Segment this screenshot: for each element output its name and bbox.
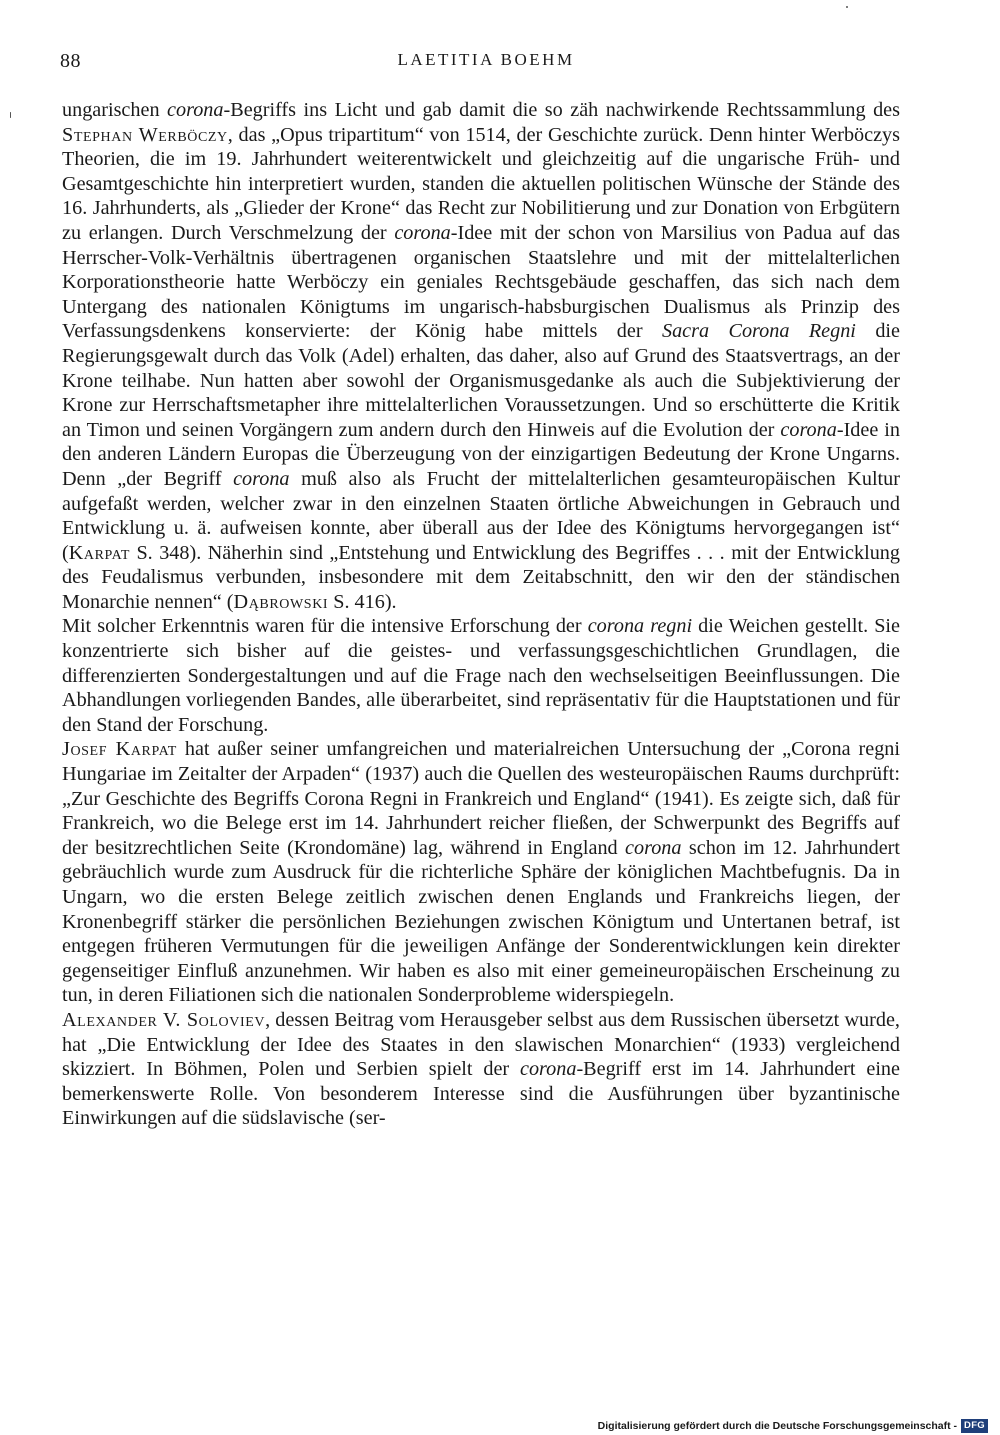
author-name: Stephan Werböczy	[62, 123, 228, 146]
page-header	[60, 50, 912, 78]
paragraph-3	[62, 737, 900, 1008]
author-name: Karpat	[68, 541, 130, 564]
italic-term: corona	[394, 221, 451, 244]
italic-term: corona	[625, 836, 682, 859]
body-text	[62, 98, 900, 1131]
italic-term: corona	[233, 467, 290, 490]
text-run: , dessen Beitrag vom Herausgeber selbst aus dem Russischen übersetzt wurde, hat „Die Entwicklung der Idee des Staates in den slawischen Monarchien“ (1933) vergleichend skizziert. In Böhmen, Polen und Serbien spielt der	[62, 1008, 900, 1081]
running-head: LAETITIA BOEHM	[397, 50, 575, 69]
text-run: S. 348). Näherhin sind „Entstehung und Entwicklung des Begriffes . . . mit der Entwicklung des Feudalismus verbunden, insbesondere mit dem Zeitabschnitt, den wir den der ständischen Monarchie nennen“ (	[62, 541, 900, 613]
italic-term: corona regni	[587, 615, 693, 638]
text-run: -Begriffs ins Licht und gab damit die so zäh nachwirkende Rechtssammlung des	[223, 99, 900, 121]
text-run: S. 416).	[328, 590, 397, 613]
dfg-logo-icon: DFG	[961, 1419, 988, 1433]
italic-term: corona	[167, 99, 224, 121]
text-run: schon im 12. Jahrhundert gebräuchlich wurde zum Ausdruck für die richterliche Sphäre der königlichen Machtbefugnis. Da in Ungarn, wo die ersten Belege zeitlich zwischen denen Englands und Frankreichs liegen, der Kronenbegriff stärker die persönlichen Beziehungen zwischen Königtum und Untertanen betraf, ist entgegen früheren Vermutungen für die jeweiligen Anfänge der Sonderentwicklungen kein direkter gegenseitiger Einfluß anzunehmen. Wir haben es also mit einer gemeineuropäischen Erscheinung zu tun, in deren Filiationen sich die nationalen Sonderprobleme widerspiegeln.	[62, 836, 900, 1007]
text-run: -Idee in den anderen Ländern Europas die Überzeugung von der einzigartigen Bedeutung der Krone Ungarns. Denn „der Begriff	[62, 418, 900, 490]
author-name: Josef Karpat	[62, 738, 177, 761]
digitization-footer	[598, 1418, 988, 1434]
italic-term: corona	[780, 418, 837, 441]
scan-speck	[10, 112, 11, 118]
text-run: Mit solcher Erkenntnis waren für die intensive Erforschung der	[62, 615, 588, 638]
author-name: Alexander V. Soloviev	[62, 1008, 266, 1031]
paragraph-1	[62, 98, 900, 614]
paragraph-4	[62, 1008, 900, 1131]
text-run: , das „Opus tripartitum“ von 1514, der Geschichte zurück. Denn hinter Werböczys Theorien, die im 19. Jahrhundert weiterentwickelt und gleichzeitig auf die ungarische Früh- und Gesamtgeschichte hin interpretiert wurden, standen die aktuellen politischen Wünsche der Stände des 16. Jahrhunderts, als „Glieder der Krone“ das Recht zur Nobilitierung und zur Donation von Erbgütern zu erlangen. Durch Verschmelzung der	[62, 123, 900, 244]
text-run: muß also als Frucht der mittelalterlichen gesamteuropäischen Kultur aufgefaßt werden, welcher zwar in den einzelnen Staaten örtliche Abweichungen in Gebrauch und Entwicklung u. ä. aufweisen konnte, aber überall aus der Idee des Königtums hervorgegangen ist“ (	[62, 467, 900, 564]
italic-term: Sacra Corona Regni	[661, 320, 856, 343]
text-run: die Regierungsgewalt durch das Volk (Adel) erhalten, das daher, also auf Grund des Staatsvertrags, an der Krone teilhabe. Nun hatten aber sowohl der Organismusgedanke als auch die Subjektivierung der Krone zur Herrschaftsmetapher ihre mittelalterlichen Voraussetzungen. Und so erschütterte die Kritik an Timon und seinen Vorgängern zum andern durch den Hinweis auf die Evolution der	[62, 320, 900, 441]
page-number: 88	[60, 50, 81, 72]
italic-term: corona	[519, 1058, 577, 1081]
scan-speck	[846, 6, 848, 8]
author-name: Dąbrowski	[233, 590, 329, 613]
text-run: ungarischen	[62, 99, 168, 121]
text-run: -Idee mit der schon von Marsilius von Padua auf das Herrscher-Volk-Verhältnis übertragenen organischen Staatslehre und mit der mittelalterlichen Korporationstheorie hatte Werböczy ein geniales Rechtsgebäude geschaffen, das sich nach dem Untergang des nationalen Königtums im ungarisch-habsburgischen Dualismus als Prinzip des Verfassungsdenkens konservierte: der König habe mittels der	[62, 221, 900, 343]
text-run: hat außer seiner umfangreichen und materialreichen Untersuchung der „Corona regni Hungariae im Zeitalter der Arpaden“ (1937) auch die Quellen des westeuropäischen Raums durchprüft: „Zur Geschichte des Begriffs Corona Regni in Frankreich und England“ (1941). Es zeigte sich, daß für Frankreich, wo die Belege erst im 14. Jahrhundert reicher fließen, der Schwerpunkt des Begriffs auf der besitzrechtlichen Seite (Krondomäne) lag, während in England	[62, 738, 901, 859]
paragraph-2	[62, 614, 900, 737]
text-run: die Weichen gestellt. Sie konzentrierte sich bisher auf die geistes- und verfassungsgeschichtlichen Grundlagen, die differenzierten Sondergestaltungen und auf die Frage nach den wechselseitigen Beeinflussungen. Die Abhandlungen vorliegenden Bandes, alle überarbeitet, sind repräsentativ für die Hauptstationen und für den Stand der Forschung.	[62, 615, 901, 736]
text-run: -Begriff erst im 14. Jahrhundert eine bemerkenswerte Rolle. Von besonderem Interesse sind die Ausführungen über byzantinische Einwirkungen auf die südslavische (ser-	[62, 1058, 900, 1130]
digitization-note: Digitalisierung gefördert durch die Deutsche Forschungsgemeinschaft -	[597, 1420, 958, 1432]
